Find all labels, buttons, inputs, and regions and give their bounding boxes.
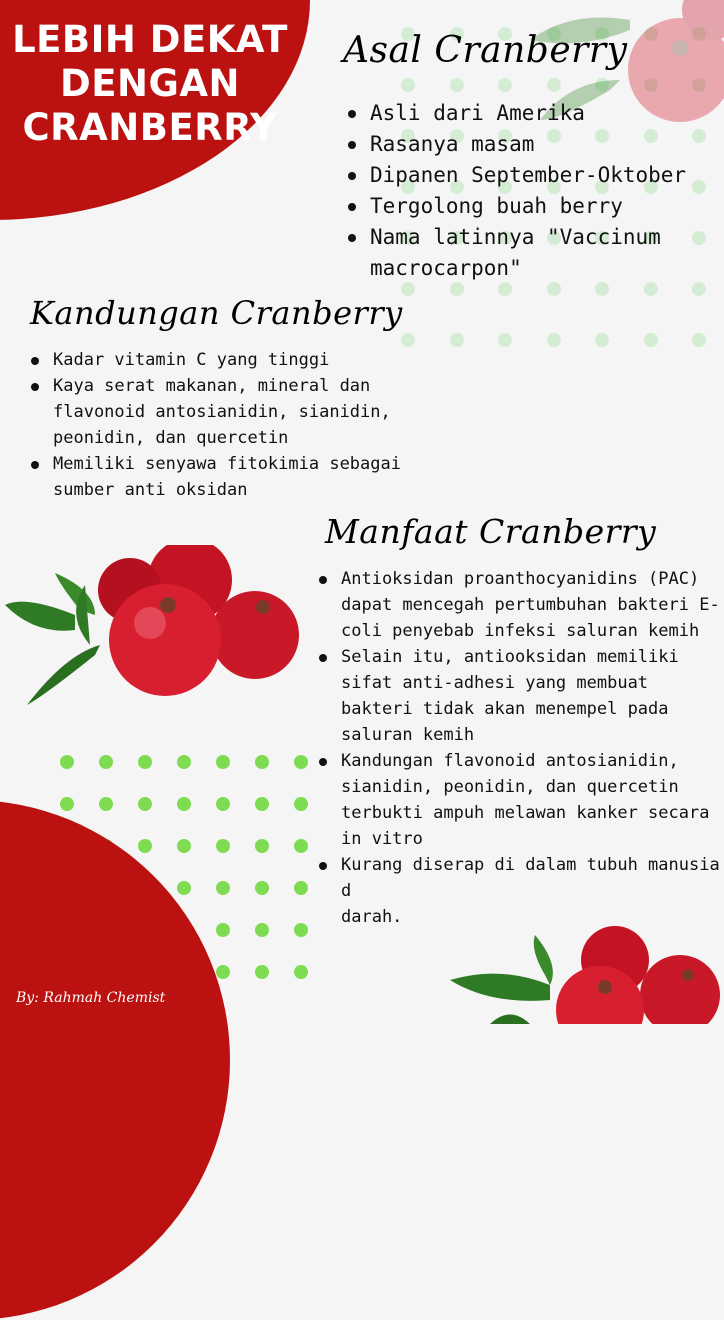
decorative-dot [547,282,561,296]
decorative-dot [138,755,152,769]
decorative-dot [138,797,152,811]
list-item: Dipanen September-Oktober [344,160,716,191]
decorative-dot [294,923,308,937]
decorative-dot [450,282,464,296]
page-title [0,18,300,150]
decorative-dot [255,923,269,937]
heading-kandungan-cranberry: Kandungan Cranberry [30,294,403,332]
list-item: Kandungan flavonoid antosianidin, sianidin, peonidin, dan quercetin terbukti ampuh melawan kanker secara in vitro [315,748,723,852]
decorative-dot [547,333,561,347]
decorative-dot [450,78,464,92]
list-item: Kaya serat makanan, mineral dan flavonoid antosianidin, sianidin, peonidin, dan quercetin [27,373,447,451]
decorative-dot [216,881,230,895]
decorative-dot [138,839,152,853]
decorative-dot [255,965,269,979]
decorative-dot [498,333,512,347]
list-item: Selain itu, antiooksidan memiliki sifat anti-adhesi yang membuat bakteri tidak akan menempel pada saluran kemih [315,644,723,748]
list-item: Rasanya masam [344,129,716,160]
decorative-dot [216,965,230,979]
decorative-dot [177,881,191,895]
author-credit: By: Rahmah Chemist [16,990,166,1006]
decorative-dot [216,839,230,853]
cranberry-cluster-image [5,545,305,715]
decorative-dot [60,755,74,769]
title-line: CRANBERRY [22,106,278,149]
decorative-dot [177,797,191,811]
decorative-dot [595,282,609,296]
heading-asal-cranberry: Asal Cranberry [343,30,628,71]
decorative-dot [294,965,308,979]
kandungan-list [27,347,447,503]
decorative-dot [644,333,658,347]
decorative-dot [99,755,113,769]
decorative-dot [177,755,191,769]
decorative-dot [255,881,269,895]
decorative-dot [255,839,269,853]
cranberry-cluster-image [450,925,724,1024]
list-item: Kurang diserap di dalam tubuh manusia d darah. [315,852,723,930]
decorative-dot [99,797,113,811]
footer-red-blob [0,800,230,1320]
manfaat-list [315,566,723,930]
list-item: Kadar vitamin C yang tinggi [27,347,447,373]
list-item: Nama latinnya "Vaccinum macrocarpon" [344,222,716,284]
decorative-dot [644,282,658,296]
decorative-dot [255,755,269,769]
decorative-dot [498,282,512,296]
decorative-dot [294,881,308,895]
decorative-dot [401,78,415,92]
decorative-dot [294,797,308,811]
decorative-dot [595,333,609,347]
list-item: Asli dari Amerika [344,98,716,129]
decorative-dot [294,839,308,853]
list-item: Antioksidan proanthocyanidins (PAC) dapat mencegah pertumbuhan bakteri E-coli penyebab infeksi saluran kemih [315,566,723,644]
title-line: LEBIH DEKAT [12,18,288,61]
decorative-dot [401,333,415,347]
heading-manfaat-cranberry: Manfaat Cranberry [325,512,657,551]
list-item: Memiliki senyawa fitokimia sebagai sumber anti oksidan [27,451,447,503]
decorative-dot [450,333,464,347]
decorative-dot [216,923,230,937]
asal-list [344,98,716,284]
decorative-dot [692,333,706,347]
decorative-dot [177,839,191,853]
title-line: DENGAN [60,62,240,105]
decorative-dot [401,282,415,296]
list-item: Tergolong buah berry [344,191,716,222]
decorative-dot [216,755,230,769]
decorative-dot [255,797,269,811]
decorative-dot [692,282,706,296]
decorative-dot [498,78,512,92]
decorative-dot [294,755,308,769]
decorative-dot [60,797,74,811]
decorative-dot [216,797,230,811]
